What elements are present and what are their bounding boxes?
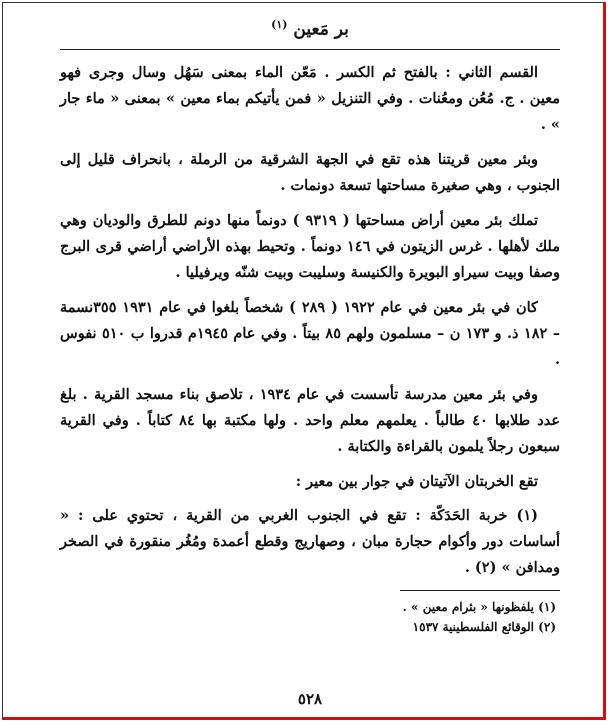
paragraph-ruin-1: (١) خربة الحَدَكّة : تقع في الجنوب الغربي من القرية ، تحتوي على : « أساسات دور وأكوام حجارة مبان ، وصهاريج وقطع أعمدة ومُغُر منقورة في الصخر ومدافن » (٢) . [60, 506, 560, 576]
title-rule [60, 49, 560, 50]
paragraph-ruins-intro: تقع الخربتان الآتيتان في جوار بين معير : [295, 472, 538, 490]
paragraph-school: وفي بئر معين مدرسة تأسست في عام ١٩٣٤ ، تلاصق بناء مسجد القرية . بلغ عدد طلابها ٤٠ طالباً . يعلمهم معلم واحد . ولها مكتبة بها ٨٤ كتاباً . وفي القرية سبعون رجلاً يلمون بالقراءة والكتابة . [60, 385, 560, 455]
paragraph-definition: القسم الثاني : بالفتح ثم الكسر . مَعّن الماء بمعنى سَهُل وسال وجرى فهو معين . ج. مُعُن ومعُنات . وفي التنزيل « فمن يأتيكم بماء معين » بمعنى « ماء جار » . [60, 63, 560, 133]
footnote-rule [400, 590, 560, 591]
footnote-1: (١) يلفظونها « بئرام معين » . [402, 599, 556, 614]
document-page [60, 12, 560, 718]
page-number: ٥٢٨ [297, 690, 323, 708]
paragraph-lands: تملك بئر معين أراض مساحتها ( ٩٣١٩ ) دونماً منها دونم للطرق والوديان وهي ملك لأهلها . غرس الزيتون في ١٤٦ دونماً . وتحيط بهذه الأراضي أراضي قرى البرج وصفا وبيت سيراو البويرة والكنيسة وسليبت وبيت شنّه ويرفيليا . [60, 211, 561, 281]
title-note-ref: (١) [271, 18, 288, 31]
paragraph-population: كان في بئر معين في عام ١٩٢٢ ( ٢٨٩ ) شخصاً بلغوا في عام ١٩٣١ ٣٥٥نسمة – ١٨٢ ذ. و ١٧٣ ن – مسلمون ولهم ٨٥ بيتاً . وفي عام ١٩٤٥م قدروا ب ٥١٠ نفوس . [60, 298, 560, 368]
paragraph-location: وبئر معين قريتنا هذه تقع في الجهة الشرقية من الرملة ، بانحراف قليل إلى الجنوب ، وهي صغيرة مساحتها تسعة دونمات . [60, 150, 560, 194]
footnote-2: (٢) الوقائع الفلسطينية ١٥٣٧ [412, 619, 556, 634]
page-title [60, 12, 560, 43]
title-text: بر مَعين [293, 19, 349, 40]
